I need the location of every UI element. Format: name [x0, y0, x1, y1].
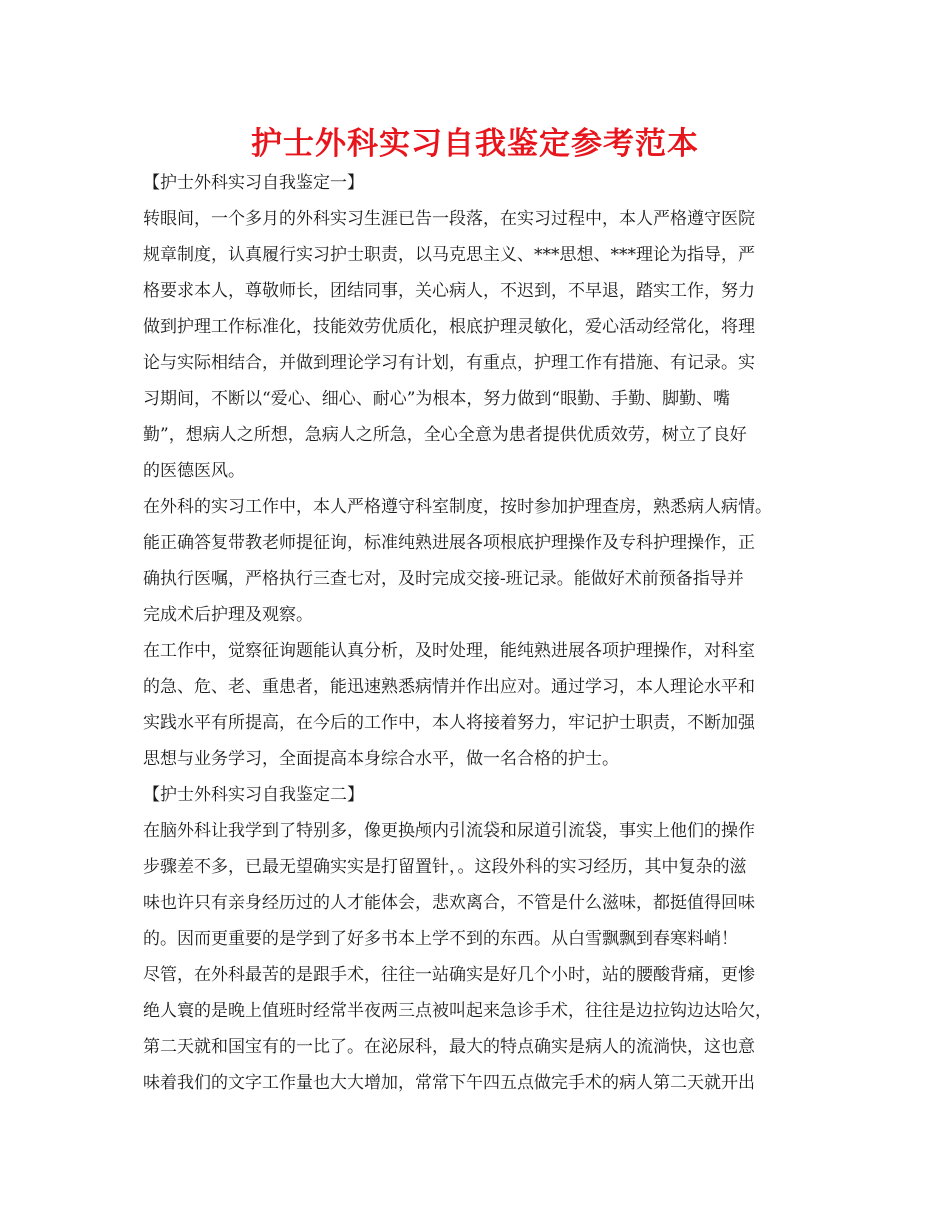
text-line: 实践水平有所提高，在今后的工作中，本人将接着努力，牢记护士职责，不断加强 — [143, 713, 755, 733]
text-line: 【护士外科实习自我鉴定二】 — [143, 785, 364, 805]
text-line: 勤”，想病人之所想，急病人之所急，全心全意为患者提供优质效劳，树立了良好 — [143, 425, 747, 445]
text-line: 步骤差不多，已最无望确实实是打留置针，。这段外科的实习经历，其中复杂的滋 — [143, 857, 747, 877]
text-line: 在脑外科让我学到了特别多，像更换颅内引流袋和尿道引流袋，事实上他们的操作 — [143, 821, 755, 841]
text-line: 论与实际相结合，并做到理论学习有计划，有重点，护理工作有措施、有记录。实 — [143, 353, 755, 373]
text-line: 的。因而更重要的是学到了好多书本上学不到的东西。从白雪飘飘到春寒料峭！ — [143, 929, 738, 949]
text-line: 的急、危、老、重患者，能迅速熟悉病情并作出应对。通过学习，本人理论水平和 — [143, 677, 755, 697]
text-line: 完成术后护理及观察。 — [143, 605, 313, 625]
text-line: 在外科的实习工作中，本人严格遵守科室制度，按时参加护理查房，熟悉病人病情。 — [143, 497, 772, 517]
document-body — [143, 165, 823, 1101]
text-line: 绝人寰的是晚上值班时经常半夜两三点被叫起来急诊手术，往往是边拉钩边达哈欠， — [143, 1001, 772, 1021]
text-line: 的医德医风。 — [143, 461, 245, 481]
text-line: 味也许只有亲身经历过的人才能体会，悲欢离合，不管是什么滋味，都挺值得回味 — [143, 893, 755, 913]
text-line: 尽管，在外科最苦的是跟手术，往往一站确实是好几个小时，站的腰酸背痛，更惨 — [143, 965, 755, 985]
text-line: 确执行医嘱，严格执行三查七对，及时完成交接-班记录。能做好术前预备指导并 — [143, 569, 744, 589]
text-line: 能正确答复带教老师提征询，标准纯熟进展各项根底护理操作及专科护理操作，正 — [143, 533, 755, 553]
text-line: 味着我们的文字工作量也大大增加，常常下午四五点做完手术的病人第二天就开出 — [143, 1073, 755, 1093]
text-line: 规章制度，认真履行实习护士职责，以马克思主义、***思想、***理论为指导，严 — [143, 245, 755, 265]
text-line: 习期间，不断以“爱心、细心、耐心”为根本，努力做到“眼勤、手勤、脚勤、嘴 — [143, 389, 731, 409]
text-line: 转眼间，一个多月的外科实习生涯已告一段落，在实习过程中，本人严格遵守医院 — [143, 209, 755, 229]
text-line: 在工作中，觉察征询题能认真分析，及时处理，能纯熟进展各项护理操作，对科室 — [143, 641, 755, 661]
text-line: 格要求本人，尊敬师长，团结同事，关心病人，不迟到，不早退，踏实工作，努力 — [143, 281, 755, 301]
text-line: 思想与业务学习，全面提高本身综合水平，做一名合格的护士。 — [143, 749, 619, 769]
document-title: 护士外科实习自我鉴定参考范本 — [251, 126, 699, 162]
text-line: 做到护理工作标准化，技能效劳优质化，根底护理灵敏化，爱心活动经常化，将理 — [143, 317, 755, 337]
text-line: 第二天就和国宝有的一比了。在泌尿科，最大的特点确实是病人的流淌快，这也意 — [143, 1037, 755, 1057]
text-line: 【护士外科实习自我鉴定一】 — [143, 173, 364, 193]
